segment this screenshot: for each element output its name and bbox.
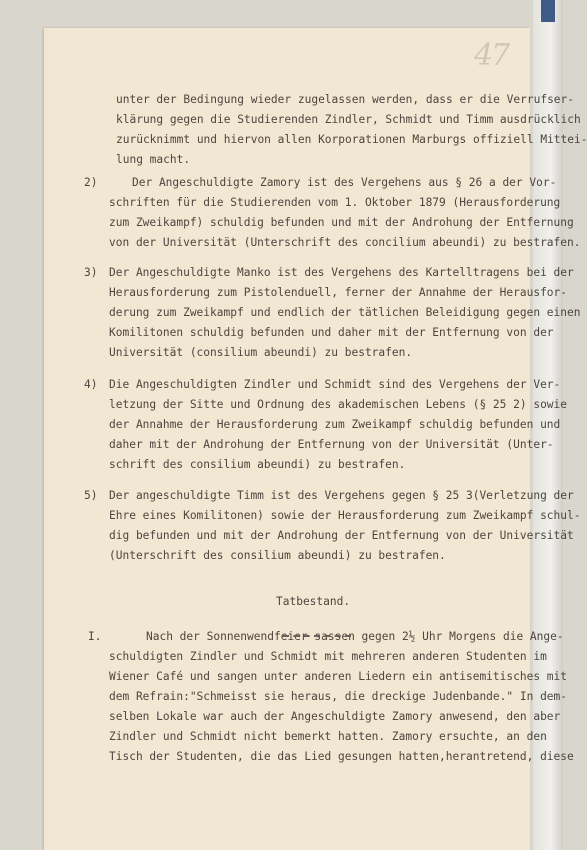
item-line: Ehre eines Komilitonen) sowie der Herausforderung zum Zweikampf schul- xyxy=(109,509,581,522)
section-line: Zindler und Schmidt nicht bemerkt hatten. Zamory ersuchte, an den xyxy=(109,730,547,743)
item-line: Der Angeschuldigte Zamory ist des Vergehens aus § 26 a der Vor- xyxy=(132,176,557,189)
intro-line: lung macht. xyxy=(116,153,191,166)
item-line: Der angeschuldigte Timm ist des Vergehens gegen § 25 3(Verletzung der xyxy=(109,489,574,502)
section-line: Wiener Café und sangen unter anderen Liedern ein antisemitisches mit xyxy=(109,670,568,683)
archive-tab-marker xyxy=(541,0,555,22)
item-line: Der Angeschuldigte Manko ist des Vergehens des Kartelltragens bei der xyxy=(109,266,574,279)
section-line: Nach der Sonnenwendfeier sassen gegen 2½ Uhr Morgens die Ange- xyxy=(146,630,564,643)
section-line: Tisch der Studenten, die das Lied gesungen hatten,herantretend, diese xyxy=(109,750,574,763)
section-line: schuldigten Zindler und Schmidt mit mehreren anderen Studenten im xyxy=(109,650,547,663)
item-line: daher mit der Androhung der Entfernung von der Universität (Unter- xyxy=(109,438,554,451)
item-line: (Unterschrift des consilium abeundi) zu bestrafen. xyxy=(109,549,446,562)
intro-line: zurücknimmt und hiervon allen Korporationen Marburgs offiziell Mittei- xyxy=(116,133,587,146)
item-line: schriften für die Studierenden vom 1. Oktober 1879 (Herausforderung xyxy=(109,196,561,209)
intro-line: unter der Bedingung wieder zugelassen werden, dass er die Verrufser- xyxy=(116,93,575,106)
item-line: Universität (consilium abeundi) zu bestrafen. xyxy=(109,346,413,359)
item-number: 3) xyxy=(84,266,98,279)
item-line: von der Universität (Unterschrift des concilium abeundi) zu bestrafen. xyxy=(109,236,581,249)
item-line: derung zum Zweikampf und endlich der tätlichen Beleidigung gegen einen xyxy=(109,306,581,319)
item-number: 4) xyxy=(84,378,98,391)
section-line: selben Lokale war auch der Angeschuldigte Zamory anwesend, den aber xyxy=(109,710,561,723)
item-line: Komilitonen schuldig befunden und daher mit der Entfernung von der xyxy=(109,326,554,339)
item-number: 5) xyxy=(84,489,98,502)
item-line: der Annahme der Herausforderung zum Zweikampf schuldig befunden und xyxy=(109,418,561,431)
item-line: letzung der Sitte und Ordnung des akademischen Lebens (§ 25 2) sowie xyxy=(109,398,568,411)
item-number: 2) xyxy=(84,176,98,189)
heading-underline xyxy=(283,635,351,637)
item-line: schrift des consilium abeundi) zu bestrafen. xyxy=(109,458,406,471)
section-heading: Tatbestand. xyxy=(276,595,351,608)
item-line: Herausforderung zum Pistolenduell, ferner der Annahme der Herausfor- xyxy=(109,286,568,299)
item-line: zum Zweikampf) schuldig befunden und mit der Androhung der Entfernung xyxy=(109,216,574,229)
section-number: I. xyxy=(88,630,102,643)
section-line: dem Refrain:"Schmeisst sie heraus, die dreckige Judenbande." In dem- xyxy=(109,690,568,703)
item-line: Die Angeschuldigten Zindler und Schmidt sind des Vergehens der Ver- xyxy=(109,378,561,391)
intro-line: klärung gegen die Studierenden Zindler, Schmidt und Timm ausdrücklich xyxy=(116,113,581,126)
item-line: dig befunden und mit der Androhung der Entfernung von der Universität xyxy=(109,529,574,542)
document-page xyxy=(44,28,587,850)
folio-mark: 47 xyxy=(474,38,509,73)
